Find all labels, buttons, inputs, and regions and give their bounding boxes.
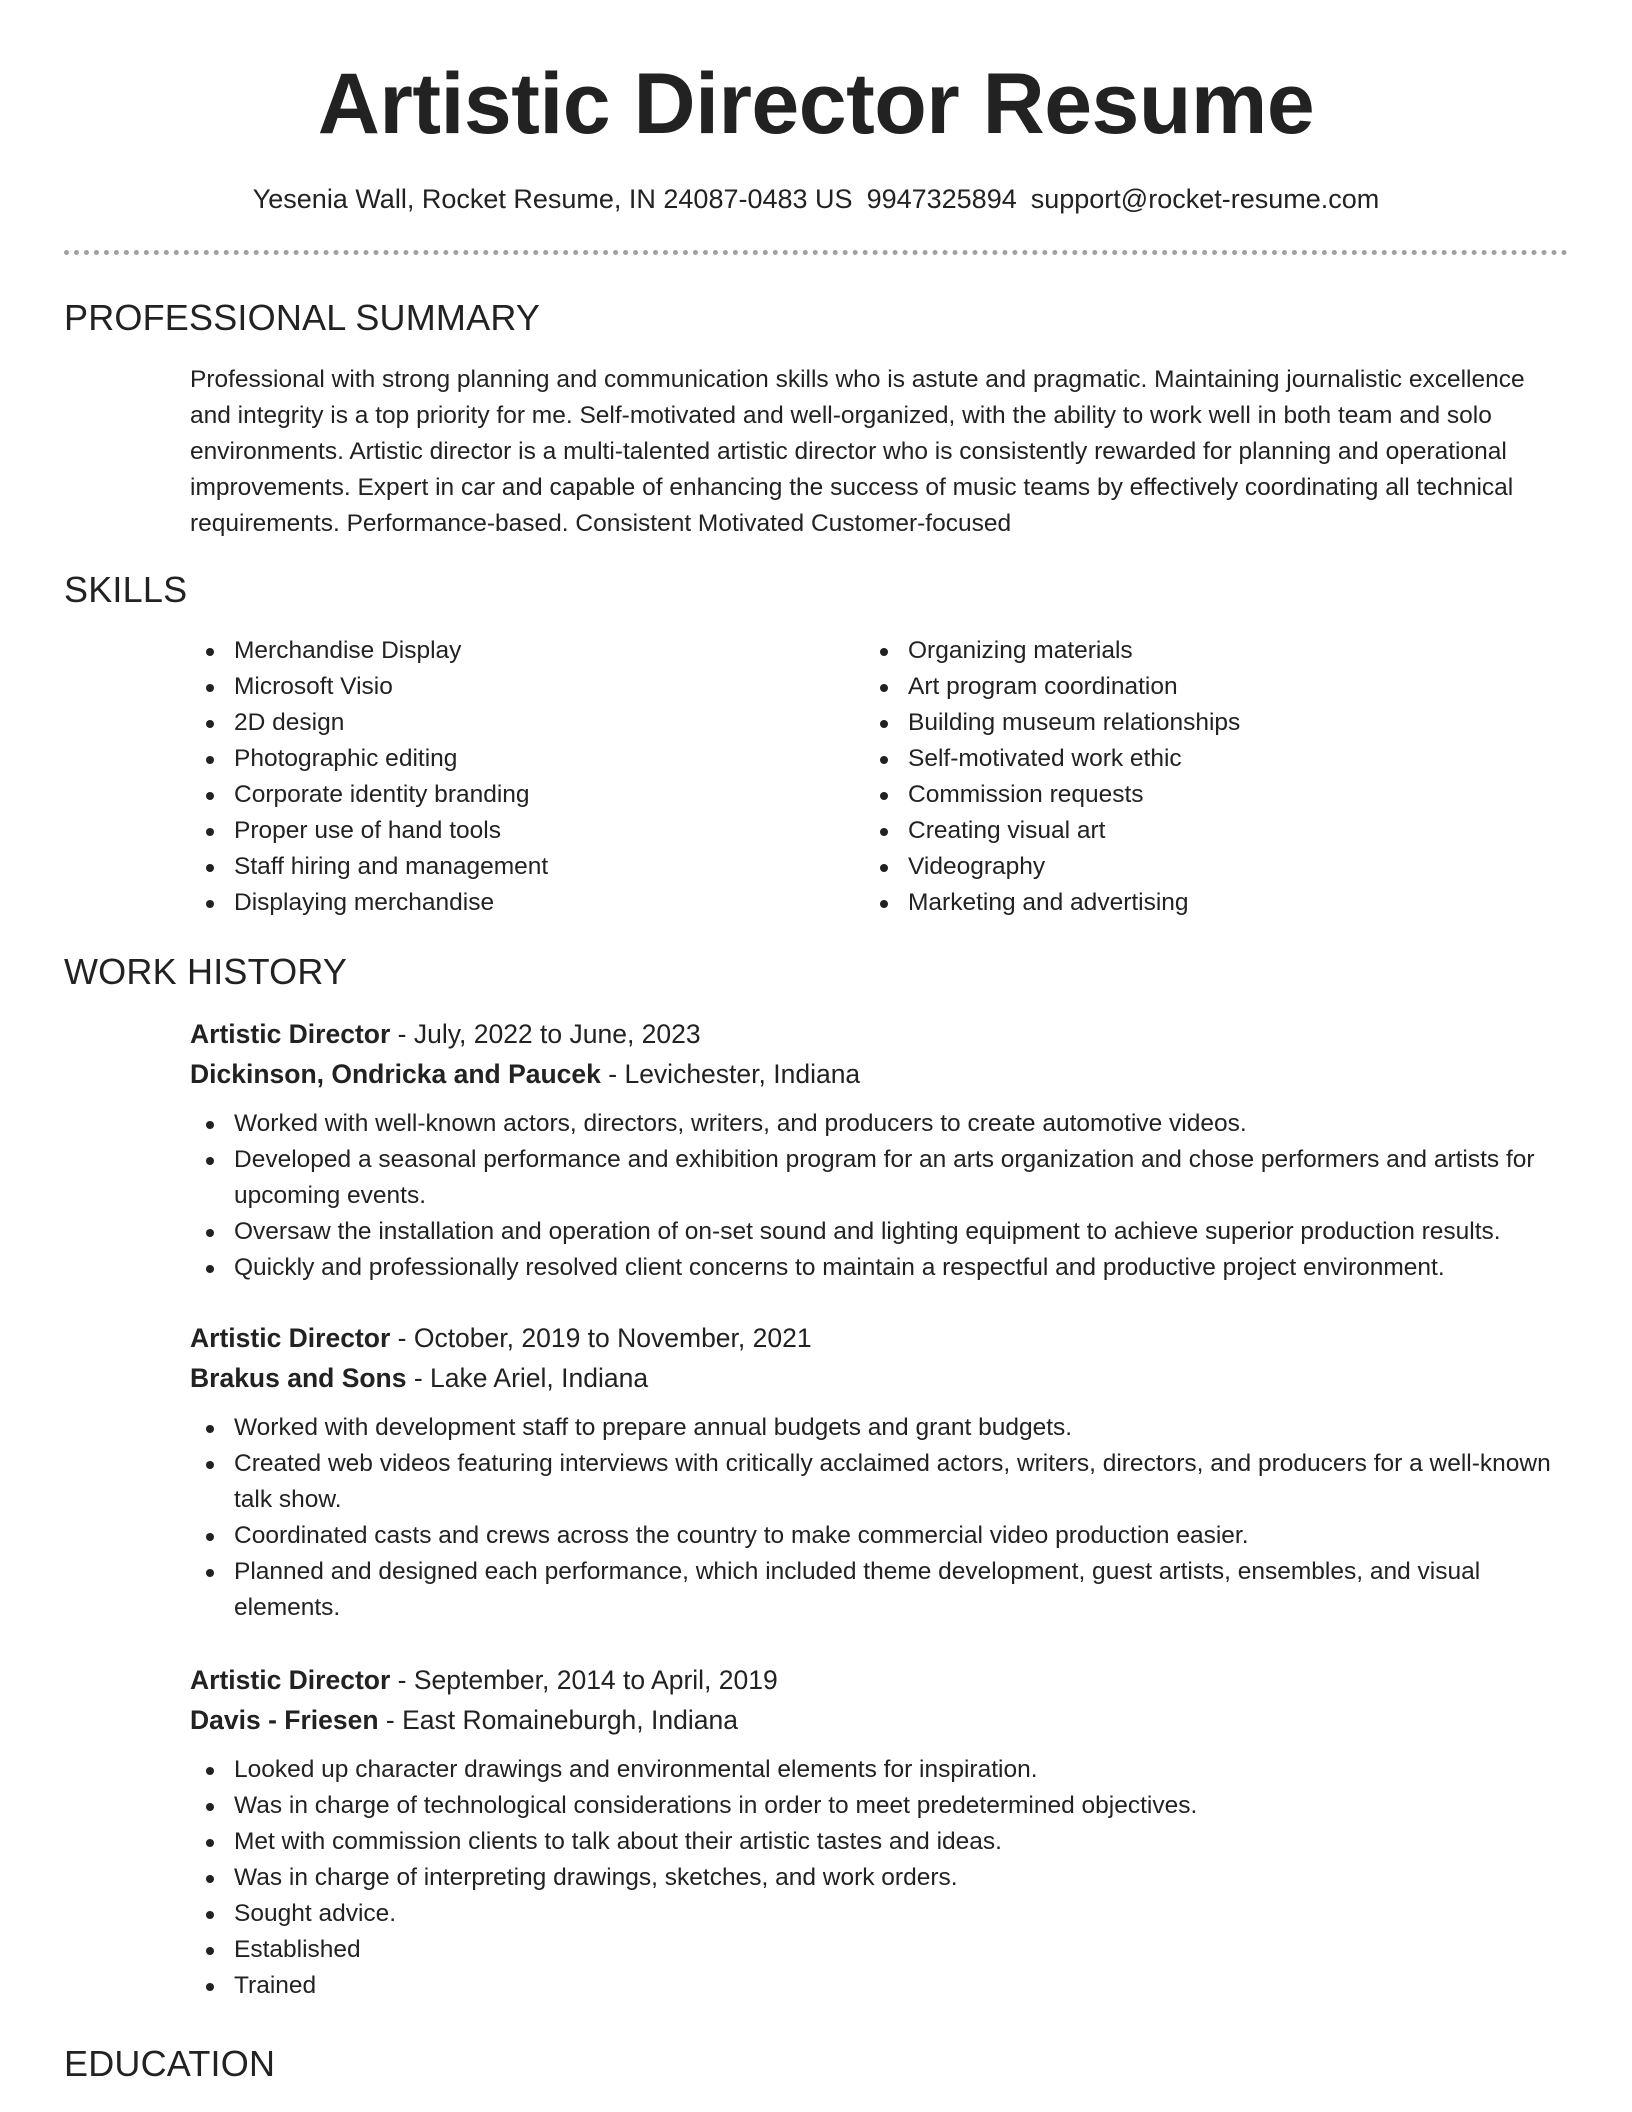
skills-list-right: [864, 633, 1524, 921]
work-heading: WORK HISTORY: [64, 951, 348, 992]
job-location: - Levichester, Indiana: [600, 1059, 861, 1089]
job-bullet: Worked with development staff to prepare annual budgets and grant budgets.: [190, 1410, 1570, 1446]
skill-item: Corporate identity branding: [190, 777, 850, 813]
job-dates: - October, 2019 to November, 2021: [390, 1323, 812, 1353]
job-bullet: Coordinated casts and crews across the country to make commercial video production easier.: [190, 1518, 1570, 1554]
education-heading: EDUCATION: [64, 2043, 276, 2084]
job-bullet: Established: [190, 1932, 1570, 1968]
skill-item: Organizing materials: [864, 633, 1524, 669]
summary-section: [64, 296, 1568, 340]
job-bullet: Trained: [190, 1968, 1570, 2004]
contact-email: support@rocket-resume.com: [1030, 184, 1380, 214]
job-location: - Lake Ariel, Indiana: [406, 1363, 649, 1393]
job-bullet: Quickly and professionally resolved client concerns to maintain a respectful and productive project environment.: [190, 1250, 1570, 1286]
skill-item: Microsoft Visio: [190, 669, 850, 705]
resume-title: Artistic Director Resume: [317, 56, 1315, 152]
job-bullets: [190, 1410, 1570, 1626]
job-bullet: Was in charge of interpreting drawings, sketches, and work orders.: [190, 1860, 1570, 1896]
work-section: [64, 950, 1568, 994]
skills-section: [64, 568, 1568, 612]
job-bullet: Met with commission clients to talk about their artistic tastes and ideas.: [190, 1824, 1570, 1860]
job-bullet: Sought advice.: [190, 1896, 1570, 1932]
job-company-line: [190, 1054, 1570, 1094]
job-location: - East Romaineburgh, Indiana: [378, 1705, 738, 1735]
job-title-line: [190, 1318, 1570, 1358]
job-company: Dickinson, Ondricka and Paucek: [190, 1059, 601, 1089]
skills-list-left: [190, 633, 850, 921]
job-entry: [190, 1014, 1570, 1286]
job-bullet: Was in charge of technological considerations in order to meet predetermined objectives.: [190, 1788, 1570, 1824]
job-company-line: [190, 1700, 1570, 1740]
job-bullets: [190, 1106, 1570, 1286]
skill-item: Proper use of hand tools: [190, 813, 850, 849]
contact-phone: 9947325894: [866, 184, 1017, 214]
contact-address: Yesenia Wall, Rocket Resume, IN 24087-0483 US: [252, 184, 853, 214]
job-company: Brakus and Sons: [190, 1363, 407, 1393]
job-company: Davis - Friesen: [190, 1705, 379, 1735]
skill-item: Building museum relationships: [864, 705, 1524, 741]
skill-item: Photographic editing: [190, 741, 850, 777]
job-entry: [190, 1660, 1570, 2004]
skill-item: Merchandise Display: [190, 633, 850, 669]
skill-item: 2D design: [190, 705, 850, 741]
job-title-line: [190, 1014, 1570, 1054]
skill-item: Creating visual art: [864, 813, 1524, 849]
job-company-line: [190, 1358, 1570, 1398]
job-bullets: [190, 1752, 1570, 2004]
contact-line: [0, 181, 1632, 217]
job-title: Artistic Director: [190, 1665, 391, 1695]
job-bullet: Looked up character drawings and environmental elements for inspiration.: [190, 1752, 1570, 1788]
skill-item: Marketing and advertising: [864, 885, 1524, 921]
job-bullet: Created web videos featuring interviews with critically acclaimed actors, writers, directors, and producers for a well-known talk show.: [190, 1446, 1570, 1518]
skills-heading: SKILLS: [64, 569, 188, 610]
job-title-line: [190, 1660, 1570, 1700]
skill-item: Videography: [864, 849, 1524, 885]
summary-heading: PROFESSIONAL SUMMARY: [64, 297, 541, 338]
job-bullet: Developed a seasonal performance and exhibition program for an arts organization and chose performers and artists for upcoming events.: [190, 1142, 1570, 1214]
job-dates: - July, 2022 to June, 2023: [390, 1019, 701, 1049]
header-divider: [64, 250, 1568, 255]
job-title: Artistic Director: [190, 1019, 391, 1049]
job-bullet: Planned and designed each performance, which included theme development, guest artists, ensembles, and visual elements.: [190, 1554, 1570, 1626]
job-entry: [190, 1318, 1570, 1626]
skill-item: Staff hiring and management: [190, 849, 850, 885]
skill-item: Self-motivated work ethic: [864, 741, 1524, 777]
education-section: [64, 2042, 1568, 2086]
job-bullet: Oversaw the installation and operation of on-set sound and lighting equipment to achieve superior production results.: [190, 1214, 1570, 1250]
summary-text: Professional with strong planning and communication skills who is astute and pragmatic. Maintaining journalistic excellence and integrity is a top priority for me. Self-motivated and well-organized, with the ability to work well in both team and solo environments. Artistic director is a multi-talented artistic director who is consistently rewarded for planning and operational improvements. Expert in car and capable of enhancing the success of music teams by effectively coordinating all technical requirements. Performance-based. Consistent Motivated Customer-focused: [190, 366, 1525, 537]
skill-item: Commission requests: [864, 777, 1524, 813]
job-bullet: Worked with well-known actors, directors, writers, and producers to create automotive videos.: [190, 1106, 1570, 1142]
job-dates: - September, 2014 to April, 2019: [390, 1665, 778, 1695]
skill-item: Displaying merchandise: [190, 885, 850, 921]
job-title: Artistic Director: [190, 1323, 391, 1353]
skill-item: Art program coordination: [864, 669, 1524, 705]
